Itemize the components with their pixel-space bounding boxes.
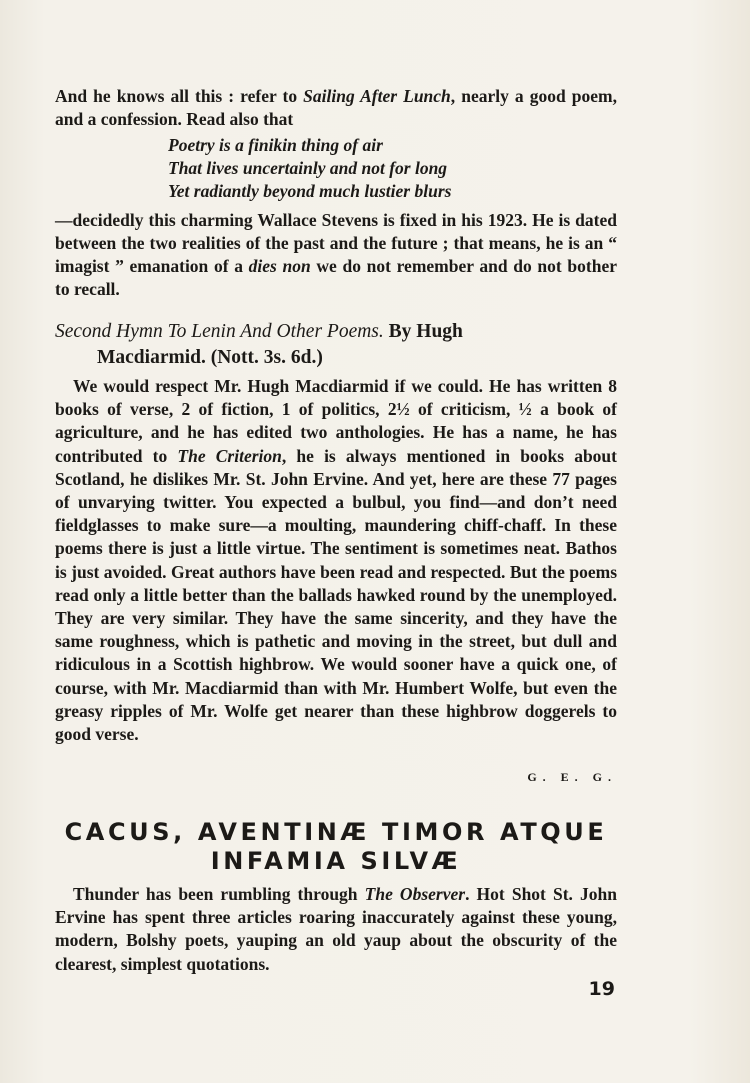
review-body [55, 375, 617, 746]
text-run: , nearly a good poem, and a confession. Read also that [55, 86, 617, 129]
continuation-paragraph [55, 209, 617, 301]
poem-line: Poetry is a finikin thing of air [168, 135, 383, 155]
poem-line: Yet radiantly beyond much lustier blurs [168, 181, 452, 201]
poem-quotation [168, 134, 451, 203]
author-line: Macdiarmid. (Nott. 3s. 6d.) [97, 347, 323, 368]
book-title: Second Hymn To Lenin And Other Poems. [55, 321, 384, 342]
text-run: —decidedly this charming Wallace Stevens is fixed in his 1923. He is dated between the two realities of the past and the future ; that means, he is an “ imagist ” emanation of a [55, 210, 617, 276]
text-run: Thunder has been rumbling through [73, 884, 365, 904]
page-number: 19 [588, 978, 615, 1000]
section-heading [55, 818, 617, 876]
review-heading [55, 319, 617, 371]
latin-italic: dies non [248, 256, 311, 276]
review-signature: G. E. G. [527, 770, 617, 784]
text-run: we do not remember and do not bother to recall. [55, 256, 617, 299]
opening-paragraph [55, 85, 617, 131]
poem-line: That lives uncertainly and not for long [168, 158, 448, 178]
heading-line: INFAMIA SILVÆ [210, 847, 462, 875]
heading-line: CACUS, AVENTINÆ TIMOR ATQUE [64, 818, 608, 846]
text-run: , he is always mentioned in books about Scotland, he dislikes Mr. St. John Ervine. And yet, here are these 77 pages of unvarying twitter. You expected a bulbul, you find—and don’t need fieldglasses to make sure—a moulting, maundering chiff-chaff. In these poems there is just a little virtue. The sentiment is sometimes neat. Bathos is just avoided. Great authors have been read and respected. But the poems read only a little better than the ballads hawked round by the unemployed. They are very similar. They have the same sincerity, and they have the same roughness, which is pathetic and moving in the street, but dull and ridiculous in a Scottish highbrow. We would sooner have a quick one, of course, with Mr. Macdiarmid than with Mr. Humbert Wolfe, but even the greasy ripples of Mr. Wolfe get nearer than these highbrow doggerels to good verse. [55, 445, 617, 745]
newspaper-italic: The Observer [364, 884, 466, 904]
section-paragraph [55, 883, 617, 976]
text-run: We would respect Mr. Hugh Macdiarmid if we could. He has written 8 books of verse, 2 of fiction, 1 of politics, 2½ of criticism, ½ a book of agriculture, and he has edited two anthologies. He has a name, he has contributed to [55, 376, 617, 466]
journal-italic: The Criterion [177, 445, 282, 466]
text-run: And he knows all this : refer to [55, 86, 304, 106]
title-italic: Sailing After Lunch [303, 86, 451, 106]
byline: By Hugh [383, 321, 463, 342]
text-run: . Hot Shot St. John Ervine has spent three articles roaring inaccurately against these young, modern, Bolshy poets, yauping an old yaup about the obscurity of the clearest, simplest quotations. [55, 884, 617, 974]
